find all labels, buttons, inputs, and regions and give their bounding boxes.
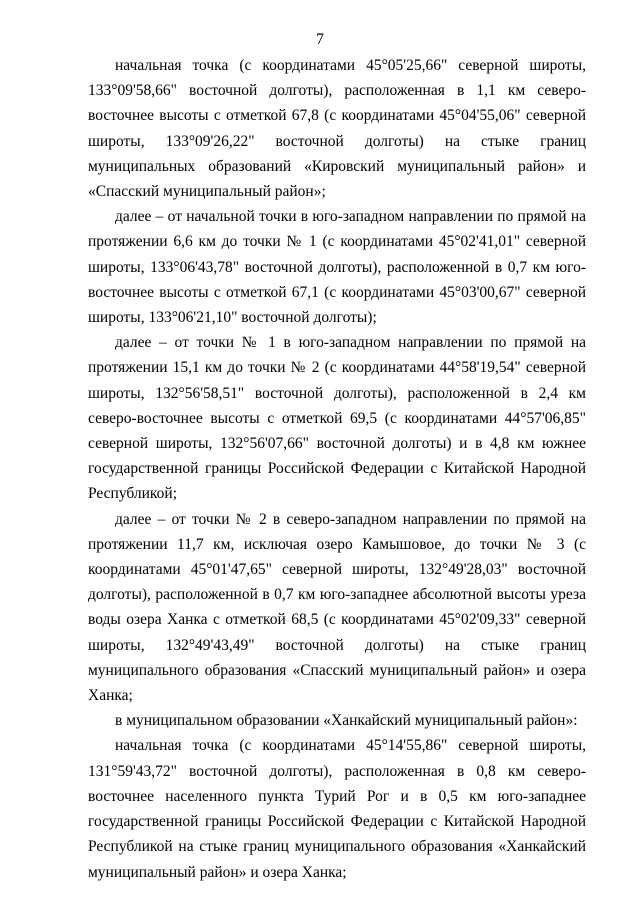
- paragraph-start-point-kirovsky: начальная точка (с координатами 45°05'25,66" северной широты, 133°09'58,66" восточной долготы), расположенная в 1,1 км северо-восточнее высоты с отметкой 67,8 (с координатами 45°04'55,06" северной широты, 133°09'26,22" восточной долготы) на стыке границ муниципальных образований «Кировский муниципальный район» и «Спасский муниципальный район»;: [88, 57, 586, 201]
- paragraph-to-point-2: далее – от точки № 1 в юго-западном направлении по прямой на протяжении 15,1 км до точки № 2 (с координатами 44°58'19,54" северной широты, 132°56'58,51" восточной долготы), расположенной в 2,4 км северо-восточнее высоты с отметкой 69,5 (с координатами 44°57'06,85" северной широты, 132°56'07,66" восточной долготы) и в 4,8 км южнее государственной границы Российской Федерации с Китайской Народной Республикой;: [88, 334, 586, 503]
- page-number: 7: [316, 31, 324, 48]
- paragraph-to-point-1: далее – от начальной точки в юго-западном направлении по прямой на протяжении 6,6 км до точки № 1 (с координатами 45°02'41,01" северной широты, 133°06'43,78" восточной долготы), расположенной в 0,7 км юго-восточнее высоты с отметкой 67,1 (с координатами 45°03'00,67" северной широты, 133°06'21,10" восточной долготы);: [88, 208, 586, 327]
- paragraph-to-point-3: далее – от точки № 2 в северо-западном направлении по прямой на протяжении 11,7 км, исключая озеро Камышовое, до точки № 3 (с координатами 45°01'47,65" северной широты, 132°49'28,03" восточной долготы), расположенной в 0,7 км юго-западнее абсолютной высоты уреза воды озера Ханка с отметкой 68,5 (с координатами 45°02'09,33" северной широты, 132°49'43,49" восточной долготы) на стыке границ муниципального образования «Спасский муниципальный район» и озера Ханка;: [88, 510, 586, 705]
- document-body: [88, 53, 586, 885]
- paragraph-start-point-khankaisky: начальная точка (с координатами 45°14'55,86" северной широты, 131°59'43,72" восточной долготы), расположенная в 0,8 км северо-восточнее населенного пункта Турий Рог и в 0,5 км юго-западнее государственной границы Российской Федерации с Китайской Народной Республикой на стыке границ муниципального образования «Ханкайский муниципальный район» и озера Ханка;: [88, 737, 586, 881]
- paragraph-khankaisky-heading: в муниципальном образовании «Ханкайский муниципальный район»:: [115, 712, 578, 730]
